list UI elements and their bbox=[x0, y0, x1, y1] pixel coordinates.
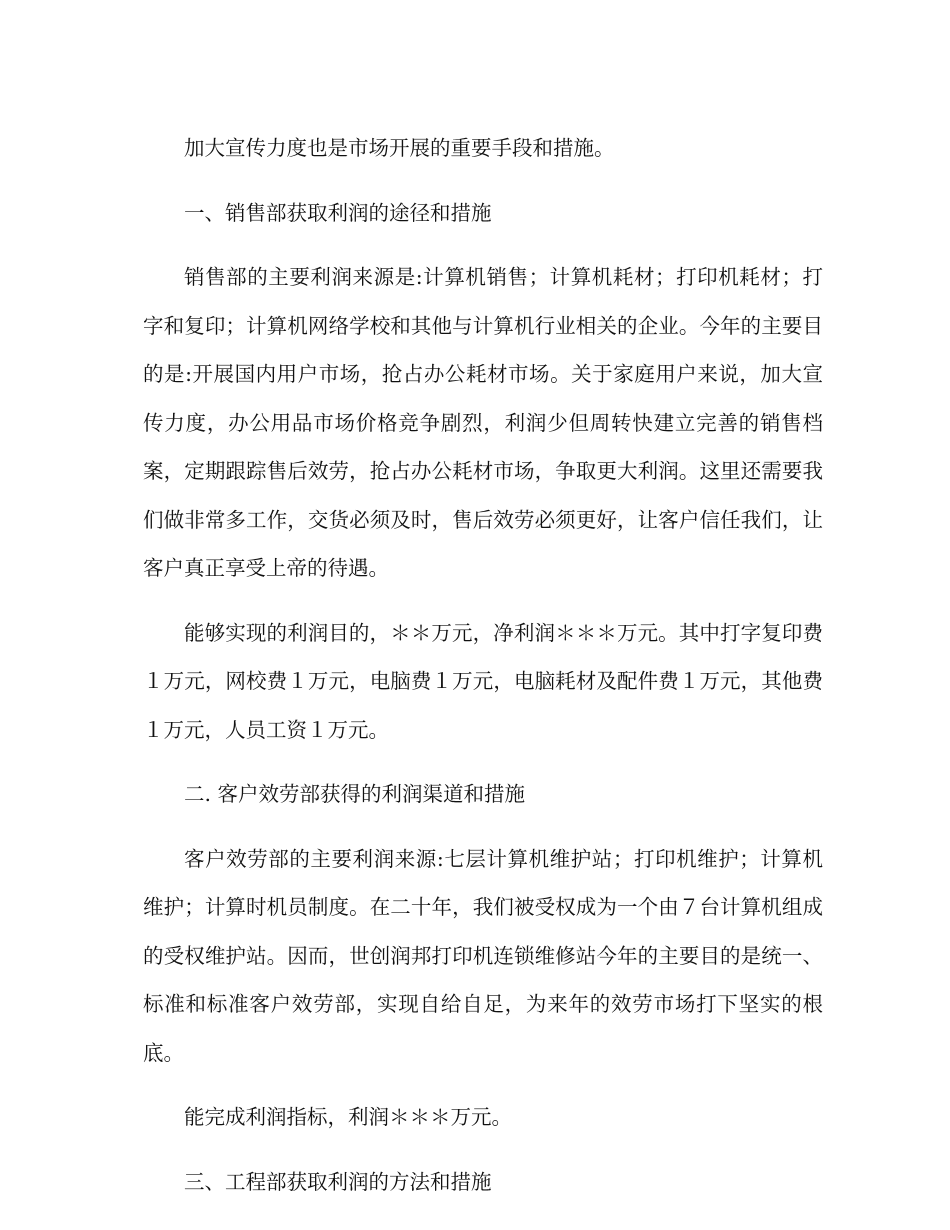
section-heading-customer-service: 二. 客户效劳部获得的利润渠道和措施 bbox=[184, 782, 526, 806]
paragraph-sales-sources: 销售部的主要利润来源是:计算机销售；计算机耗材；打印机耗材；打字和复印；计算机网络学校和其他与计算机行业相关的企业。今年的主要目的是:开展国内用户市场，抢占办公耗材市场。关于家庭用户来说，加大宣传力度，办公用品市场价格竞争剧烈，利润少但周转快建立完善的销售档案，定期跟踪售后效劳，抢占办公耗材市场，争取更大利润。这里还需要我们做非常多工作，交货必须及时，售后效劳必须更好，让客户信任我们，让客户真正享受上帝的待遇。 bbox=[143, 265, 823, 580]
document-body bbox=[143, 124, 823, 1222]
section-heading-engineering: 三、工程部获取利润的方法和措施 bbox=[184, 1169, 492, 1194]
paragraph-customer-service-target: 能完成利润指标，利润＊＊＊万元。 bbox=[184, 1105, 512, 1129]
paragraph-intro: 加大宣传力度也是市场开展的重要手段和措施。 bbox=[184, 136, 615, 160]
paragraph-sales-targets: 能够实现的利润目的，＊＊万元，净利润＊＊＊万元。其中打字复印费１万元，网校费１万元，电脑费１万元，电脑耗材及配件费１万元，其他费１万元，人员工资１万元。 bbox=[143, 620, 823, 742]
section-heading-sales: 一、销售部获取利润的途径和措施 bbox=[184, 200, 492, 225]
paragraph-customer-service-sources: 客户效劳部的主要利润来源:七层计算机维护站；打印机维护；计算机维护；计算时机员制度。在二十年，我们被受权成为一个由７台计算机组成的受权维护站。因而，世创润邦打印机连锁维修站今年的主要目的是统一、标准和标准客户效劳部，实现自给自足，为来年的效劳市场打下坚实的根底。 bbox=[143, 846, 823, 1065]
